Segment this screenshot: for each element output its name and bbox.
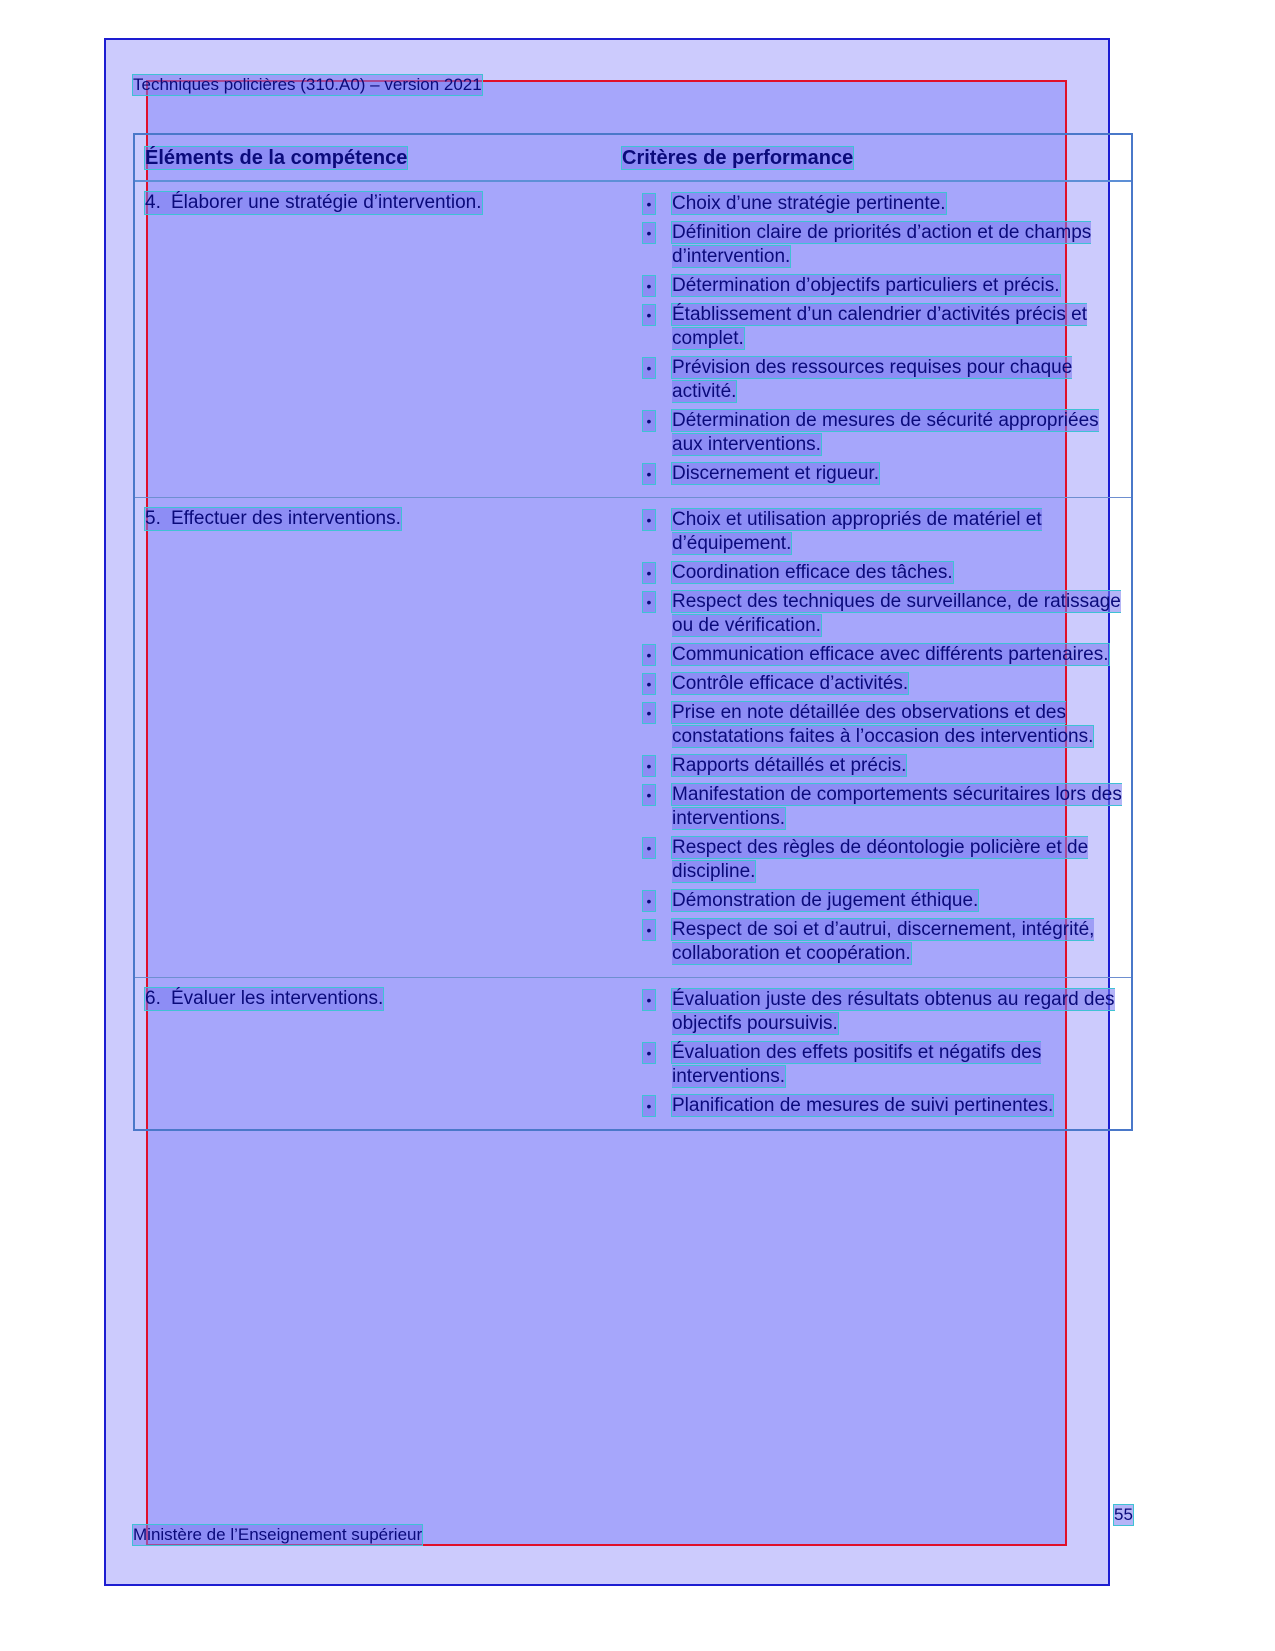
element-text: Effectuer des interventions. (171, 508, 401, 529)
bullet-icon: • (643, 358, 655, 378)
criteria-item (643, 701, 1134, 749)
criteria-text: Respect des techniques de surveillance, de ratissage ou de vérification. (672, 591, 1121, 636)
bullet-icon: • (643, 194, 655, 214)
criteria-item (643, 303, 1134, 351)
criteria-text: Choix et utilisation appropriés de matériel et d’équipement. (672, 509, 1042, 554)
competence-table (133, 133, 1133, 1131)
bullet-icon: • (643, 1043, 655, 1063)
criteria-item (643, 988, 1134, 1036)
criteria-item (643, 221, 1134, 269)
bullet-icon: • (643, 920, 655, 940)
criteria-item (643, 783, 1134, 831)
criteria-text: Communication efficace avec différents partenaires. (672, 644, 1109, 665)
criteria-item (643, 1041, 1134, 1089)
bullet-icon: • (643, 838, 655, 858)
bullet-icon: • (643, 1096, 655, 1116)
criteria-text: Respect des règles de déontologie policière et de discipline. (672, 837, 1089, 882)
bullet-icon: • (643, 305, 655, 325)
table-row (135, 497, 1131, 977)
bullet-icon: • (643, 674, 655, 694)
criteria-text: Détermination d’objectifs particuliers et précis. (672, 275, 1060, 296)
criteria-list (643, 182, 1131, 497)
element-number: 6. (145, 988, 161, 1009)
criteria-text: Discernement et rigueur. (672, 463, 879, 484)
bullet-icon: • (643, 703, 655, 723)
criteria-text: Planification de mesures de suivi pertinentes. (672, 1095, 1054, 1116)
table-row (135, 182, 1131, 497)
bullet-icon: • (643, 645, 655, 665)
bullet-icon: • (643, 592, 655, 612)
competence-element (145, 508, 401, 530)
criteria-text: Établissement d’un calendrier d’activités précis et complet. (672, 304, 1088, 349)
criteria-item (643, 754, 1134, 778)
criteria-text: Prévision des ressources requises pour chaque activité. (672, 357, 1073, 402)
criteria-item (643, 590, 1134, 638)
criteria-item (643, 192, 1134, 216)
page-number: 55 (1114, 1505, 1133, 1524)
bullet-icon: • (643, 563, 655, 583)
criteria-item (643, 356, 1134, 404)
criteria-item (643, 462, 1134, 486)
criteria-item (643, 561, 1134, 585)
bullet-icon: • (643, 891, 655, 911)
criteria-text: Coordination efficace des tâches. (672, 562, 953, 583)
bullet-icon: • (643, 223, 655, 243)
bullet-icon: • (643, 464, 655, 484)
criteria-text: Évaluation des effets positifs et négatifs des interventions. (672, 1042, 1042, 1087)
criteria-text: Évaluation juste des résultats obtenus au regard des objectifs poursuivis. (672, 989, 1115, 1034)
criteria-text: Respect de soi et d’autrui, discernement, intégrité, collaboration et coopération. (672, 919, 1095, 964)
element-text: Évaluer les interventions. (171, 988, 384, 1009)
table-row (135, 977, 1131, 1129)
competence-element (145, 988, 383, 1010)
criteria-list (643, 978, 1131, 1129)
criteria-text: Démonstration de jugement éthique. (672, 890, 979, 911)
bullet-icon: • (643, 785, 655, 805)
criteria-item (643, 836, 1134, 884)
table-body (135, 182, 1131, 1129)
criteria-item (643, 643, 1134, 667)
criteria-text: Définition claire de priorités d’action et de champs d’intervention. (672, 222, 1092, 267)
criteria-text: Prise en note détaillée des observations et des constatations faites à l’occasion des interventions. (672, 702, 1094, 747)
criteria-list (643, 498, 1131, 977)
criteria-item (643, 1094, 1134, 1118)
criteria-text: Choix d’une stratégie pertinente. (672, 193, 946, 214)
element-text: Élaborer une stratégie d’intervention. (171, 192, 482, 213)
element-number: 4. (145, 192, 161, 213)
criteria-item (643, 889, 1134, 913)
criteria-text: Contrôle efficace d’activités. (672, 673, 909, 694)
criteria-item (643, 274, 1134, 298)
criteria-item (643, 409, 1134, 457)
running-header: Techniques policières (310.A0) – version 2021 (133, 75, 482, 94)
criteria-item (643, 918, 1134, 966)
bullet-icon: • (643, 990, 655, 1010)
criteria-item (643, 672, 1134, 696)
bullet-icon: • (643, 411, 655, 431)
column-header-criteria: Critères de performance (622, 147, 854, 169)
criteria-text: Rapports détaillés et précis. (672, 755, 907, 776)
table-header (135, 135, 1131, 182)
element-number: 5. (145, 508, 161, 529)
bullet-icon: • (643, 276, 655, 296)
competence-element (145, 192, 482, 214)
bullet-icon: • (643, 510, 655, 530)
bullet-icon: • (643, 756, 655, 776)
criteria-text: Détermination de mesures de sécurité appropriées aux interventions. (672, 410, 1099, 455)
column-header-elements: Éléments de la compétence (145, 147, 408, 169)
criteria-text: Manifestation de comportements sécuritaires lors des interventions. (672, 784, 1122, 829)
footer: Ministère de l’Enseignement supérieur (133, 1525, 423, 1544)
criteria-item (643, 508, 1134, 556)
